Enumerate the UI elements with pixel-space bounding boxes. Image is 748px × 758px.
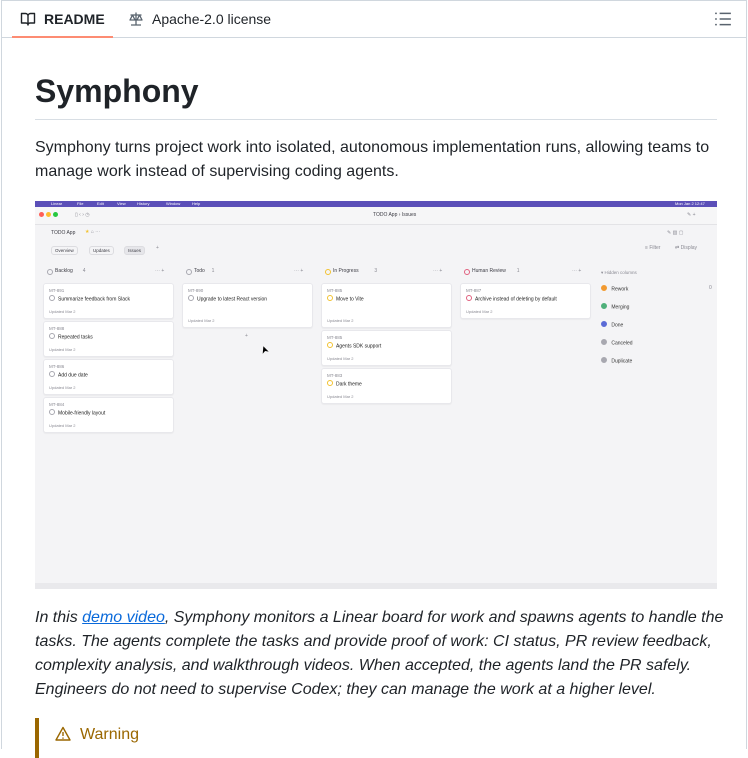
add-view-icon: + (156, 245, 159, 251)
view-tab: Updates (89, 246, 114, 255)
project-name: TODO App (51, 230, 76, 236)
issue-id: MT-891 (49, 288, 65, 293)
column-name: Human Review (472, 268, 506, 274)
zoom-dot (53, 212, 58, 217)
column-header (321, 267, 453, 279)
filter-button: ≡ Filter (645, 245, 661, 251)
column-header (43, 267, 175, 279)
hidden-column-item: Rework (601, 285, 628, 293)
issue-card (321, 330, 452, 366)
tab-license[interactable] (122, 1, 277, 37)
page-title: Symphony (35, 73, 199, 109)
issue-status-icon (466, 295, 472, 301)
linear-window (35, 207, 717, 583)
window-actions-icon: ✎ + (687, 212, 696, 218)
issue-status-icon (49, 371, 55, 377)
column-count: 1 (211, 268, 215, 274)
issue-title: Add due date (49, 371, 88, 379)
hidden-status-icon (601, 357, 607, 363)
close-dot (39, 212, 44, 217)
warning-callout (35, 718, 721, 758)
status-icon (325, 269, 331, 275)
issue-id: MT-883 (327, 373, 343, 378)
issue-updated: Updated Mar 2 (327, 394, 354, 399)
issue-status-icon (188, 295, 194, 301)
law-scale-icon (128, 11, 144, 27)
column-header (460, 267, 592, 279)
issue-id: MT-884 (49, 402, 65, 407)
menubar-item: View (117, 201, 126, 206)
cursor-icon: ➤ (258, 343, 272, 356)
menubar-item: Linear (51, 201, 63, 206)
hidden-status-icon (601, 321, 607, 327)
issue-id: MT-887 (466, 288, 482, 293)
issue-updated: Updated Mar 2 (327, 318, 354, 323)
column-name: Todo (194, 268, 205, 274)
hidden-status-icon (601, 285, 607, 291)
view-tab: Issues (124, 246, 145, 255)
board-column (182, 267, 314, 571)
column-name: In Progress (333, 268, 359, 274)
tab-readme-label: README (44, 11, 105, 27)
hidden-column-item: Duplicate (601, 357, 632, 365)
issue-id: MT-888 (49, 326, 65, 331)
column-count: 4 (82, 268, 86, 274)
issue-updated: Updated Mar 2 (49, 423, 76, 428)
menubar-item: History (137, 201, 150, 206)
issue-updated: Updated Mar 2 (49, 309, 76, 314)
column-actions-icon: ⋯ + (572, 268, 582, 274)
column-name: Backlog (55, 268, 73, 274)
issue-card (43, 397, 174, 433)
tab-license-label: Apache-2.0 license (152, 11, 272, 27)
issue-updated: Updated Mar 2 (327, 356, 354, 361)
board-column (43, 267, 175, 571)
outline-list-icon[interactable] (714, 10, 732, 28)
issue-id: MT-885 (327, 335, 343, 340)
menubar-clock: Mon Jan 2 12:47 (675, 201, 705, 206)
menubar-item: Help (192, 201, 201, 206)
issue-title: Archive instead of deleting by default (466, 295, 557, 303)
demo-paragraph: In this demo video, Symphony monitors a Linear board for work and spawns agents to handle the tasks. The agents complete the tasks and provide proof of work: CI status, PR review feedback, complexity analysis, and walkthrough videos. When accepted, the agents land the PR safely. Engineers do not need to supervise Codex; they can manage the work at a higher level. (35, 609, 724, 698)
issue-title: Repeated tasks (49, 333, 93, 341)
issue-updated: Updated Mar 2 (188, 318, 215, 323)
issue-updated: Updated Mar 2 (466, 309, 493, 314)
readme-tabs (2, 1, 746, 38)
issue-status-icon (327, 295, 333, 301)
hidden-column-item: Canceled (601, 339, 633, 347)
menubar-item: File (77, 201, 84, 206)
hidden-column-item: Done (601, 321, 623, 329)
warning-title: Warning (80, 726, 139, 743)
issue-card (43, 283, 174, 319)
status-icon (186, 269, 192, 275)
add-card-icon: + (245, 333, 248, 339)
view-tab: Overview (51, 246, 78, 255)
issue-status-icon (49, 295, 55, 301)
display-button: ⇄ Display (675, 245, 697, 251)
star-icon: ★ ⌂ ⋯ (85, 229, 101, 235)
issue-title: Move to Vite (327, 295, 364, 303)
book-icon (20, 11, 36, 27)
column-actions-icon: ⋯ + (433, 268, 443, 274)
heading-divider (35, 119, 717, 120)
column-count: 3 (374, 268, 378, 274)
column-count: 1 (516, 268, 520, 274)
column-actions-icon: ⋯ + (155, 268, 165, 274)
status-icon (47, 269, 53, 275)
issue-id: MT-890 (188, 288, 204, 293)
menubar-item: Edit (97, 201, 104, 206)
issue-status-icon (327, 380, 333, 386)
issue-id: MT-886 (49, 364, 65, 369)
issue-title: Agents SDK support (327, 342, 381, 350)
issue-card (321, 283, 452, 328)
issue-status-icon (49, 333, 55, 339)
issue-card (43, 321, 174, 357)
board-column (460, 267, 592, 571)
issue-title: Upgrade to latest React version (188, 295, 267, 303)
window-title: TODO App › Issues (373, 212, 417, 218)
issue-card (43, 359, 174, 395)
issue-card (321, 368, 452, 404)
board-column (321, 267, 453, 571)
nav-icons: ▯ ‹ › ◷ (75, 212, 90, 218)
window-titlebar (35, 207, 717, 225)
demo-video-link[interactable]: demo video (82, 609, 165, 626)
issue-title: Mobile-friendly layout (49, 409, 105, 417)
hidden-columns-label: ▾ Hidden columns (601, 270, 637, 275)
alert-icon (55, 726, 71, 742)
issue-card (182, 283, 313, 328)
demo-screenshot (35, 201, 717, 589)
intro-paragraph: Symphony turns project work into isolated, autonomous implementation runs, allowing teams to manage work instead of supervising coding agents. (35, 139, 710, 180)
issue-status-icon (49, 409, 55, 415)
issue-title: Dark theme (327, 380, 362, 388)
issue-status-icon (327, 342, 333, 348)
column-header (182, 267, 314, 279)
issue-updated: Updated Mar 2 (49, 385, 76, 390)
hidden-status-icon (601, 303, 607, 309)
header-icons: ✎ ▥ ▢ (667, 230, 684, 236)
hidden-column-item: Merging (601, 303, 629, 311)
minimize-dot (46, 212, 51, 217)
issue-card (460, 283, 591, 319)
status-icon (464, 269, 470, 275)
issue-title: Summarize feedback from Slack (49, 295, 130, 303)
readme-panel (1, 0, 747, 749)
tab-readme[interactable] (12, 1, 113, 37)
hidden-column-count: 0 (709, 285, 712, 291)
issue-id: MT-885 (327, 288, 343, 293)
issue-updated: Updated Mar 2 (49, 347, 76, 352)
column-actions-icon: ⋯ + (294, 268, 304, 274)
menubar-item: Window (166, 201, 181, 206)
hidden-status-icon (601, 339, 607, 345)
